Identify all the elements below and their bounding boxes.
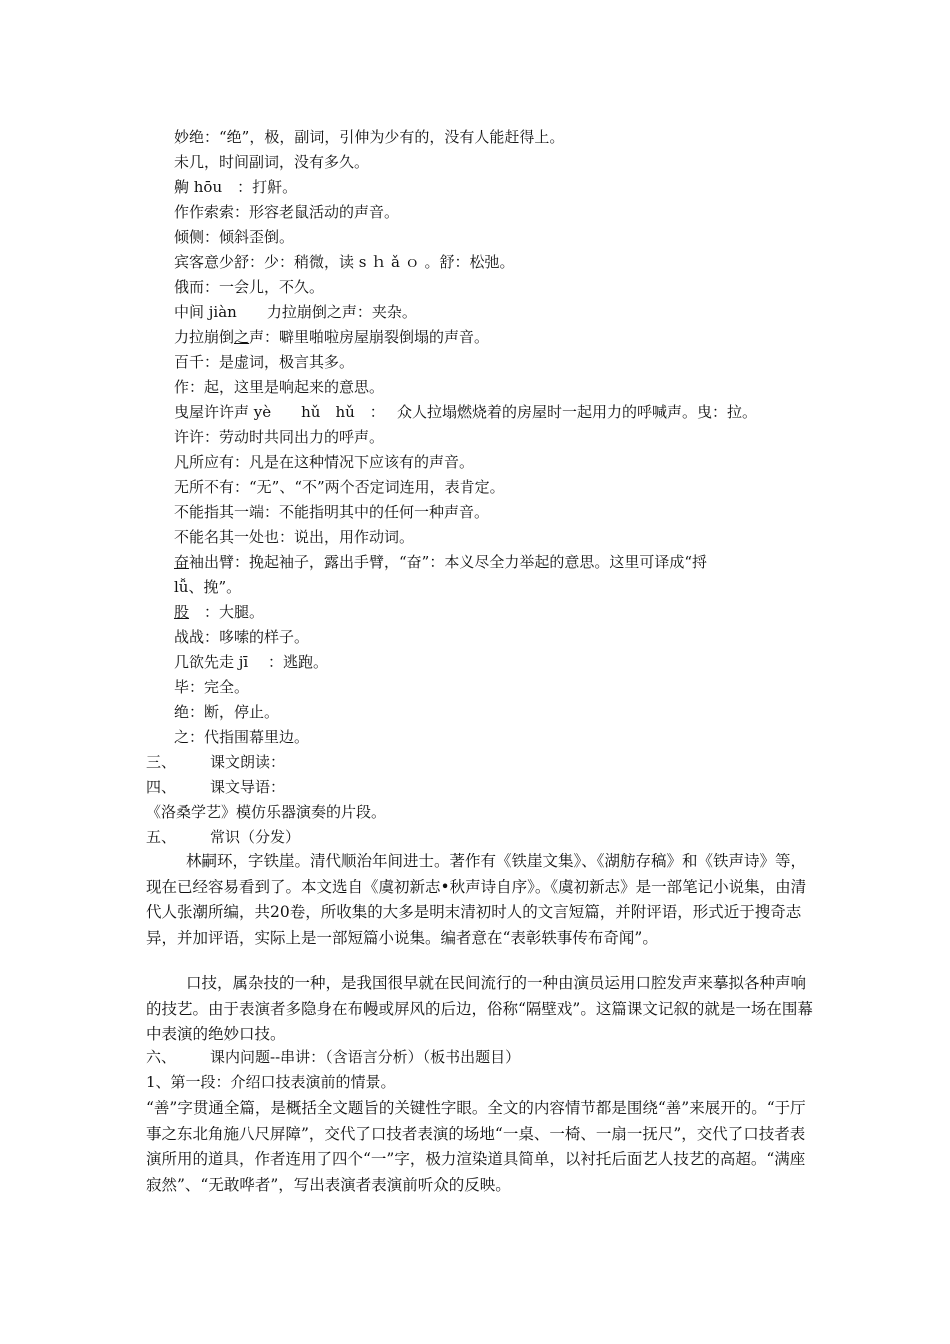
paragraph-text: “善”字贯通全篇，是概括全文题旨的关键性字眼。全文的内容情节都是围绕“善”来展开的。“于厅事之东北角施八尺屏障”，交代了口技者表演的场地“一桌、一椅、一扇一抚尺”，交代了口技者表演所用的道具，作者连用了四个“一”字，极力渲染道具简单，以衬托后面艺人技艺的高超。“满座寂然”、“无敢哗者”，写出表演者表演前听众的反映。 bbox=[146, 1099, 806, 1194]
paragraph bbox=[146, 849, 818, 951]
gloss-line: 宾客意少舒：少：稍微，读 s ｈ ǎ ｏ 。舒：松弛。 bbox=[174, 253, 515, 271]
gloss-line: 凡所应有：凡是在这种情况下应该有的声音。 bbox=[174, 453, 475, 471]
gloss-line bbox=[174, 602, 264, 622]
section-title: 常识（分发） bbox=[210, 828, 301, 846]
paragraph-text: 口技，属杂技的一种，是我国很早就在民间流行的一种由演员运用口腔发声来摹拟各种声响的技艺。由于表演者多隐身在布幔或屏风的后边，俗称“隔壁戏”。这篇课文记叙的就是一场在围幕中表演的绝妙口技。 bbox=[146, 974, 813, 1043]
paragraph-text: 林嗣环，字铁崖。清代顺治年间进士。著作有《铁崖文集》、《湖舫存稿》和《铁声诗》等，现在已经容易看到了。本文选自《虞初新志•秋声诗自序》。《虞初新志》是一部笔记小说集，由清代人张潮所编，共20卷，所收集的大多是明末清初时人的文言短篇，并附评语，形式近于搜奇志异，并加评语，实际上是一部短篇小说集。编者意在“表彰轶事传布奇闻”。 bbox=[146, 852, 807, 947]
section-number: 四、 bbox=[146, 778, 177, 796]
gloss-line: 作作索索：形容老鼠活动的声音。 bbox=[174, 203, 400, 221]
gloss-line: 倾侧：倾斜歪倒。 bbox=[174, 228, 295, 246]
gloss-line: 曳屋许许声 yè hǔ hǔ ： 众人拉塌燃烧着的房屋时一起用力的呼喊声。曳：拉。 bbox=[174, 403, 758, 421]
section-number: 六、 bbox=[146, 1048, 177, 1066]
gloss-line: 之：代指围幕里边。 bbox=[174, 728, 310, 746]
section-number: 三、 bbox=[146, 753, 177, 771]
section-number: 五、 bbox=[146, 828, 177, 846]
gloss-line: 几欲先走 jī ：逃跑。 bbox=[174, 653, 328, 671]
list-item: 1、第一段：介绍口技表演前的情景。 bbox=[146, 1073, 396, 1091]
gloss-text: ：大腿。 bbox=[189, 603, 265, 621]
gloss-line: 战战：哆嗦的样子。 bbox=[174, 628, 310, 646]
section-heading bbox=[146, 1047, 520, 1067]
gloss-line: lǚ、挽”。 bbox=[174, 578, 242, 596]
gloss-line: 绝：断，停止。 bbox=[174, 703, 280, 721]
gloss-line bbox=[174, 552, 707, 572]
gloss-line: 毕：完全。 bbox=[174, 678, 250, 696]
gloss-text: 声：噼里啪啦房屋崩裂倒塌的声音。 bbox=[249, 328, 490, 346]
gloss-text: 袖出臂：挽起袖子，露出手臂，“奋”：本义尽全力举起的意思。这里可译成“捋 bbox=[189, 553, 708, 571]
gloss-line: 许许：劳动时共同出力的呼声。 bbox=[174, 428, 385, 446]
section-heading bbox=[146, 752, 285, 772]
section-title: 课文导语： bbox=[210, 778, 286, 796]
gloss-line: 齁 hōu ：打鼾。 bbox=[174, 178, 298, 196]
paragraph bbox=[146, 971, 818, 1048]
gloss-line: 不能名其一处也：说出，用作动词。 bbox=[174, 528, 415, 546]
gloss-line bbox=[174, 327, 489, 347]
underlined-char: 之 bbox=[234, 328, 250, 346]
underlined-char: 奋 bbox=[174, 553, 190, 571]
gloss-line: 百千：是虚词，极言其多。 bbox=[174, 353, 355, 371]
section-heading bbox=[146, 777, 285, 797]
gloss-line: 作：起，这里是响起来的意思。 bbox=[174, 378, 385, 396]
gloss-line: 俄而：一会儿，不久。 bbox=[174, 278, 325, 296]
underlined-char: 股 bbox=[174, 603, 190, 621]
gloss-line: 中间 jiàn 力拉崩倒之声：夹杂。 bbox=[174, 303, 417, 321]
section-title: 课文朗读： bbox=[210, 753, 286, 771]
gloss-line: 妙绝：“绝”，极，副词，引伸为少有的，没有人能赶得上。 bbox=[174, 128, 565, 146]
gloss-text: 力拉崩倒 bbox=[174, 328, 235, 346]
section-title: 课内问题--串讲：（含语言分析）（板书出题目） bbox=[210, 1048, 521, 1066]
section-body: 《洛桑学艺》模仿乐器演奏的片段。 bbox=[146, 803, 387, 821]
section-heading bbox=[146, 827, 300, 847]
paragraph bbox=[146, 1096, 818, 1198]
gloss-line: 不能指其一端：不能指明其中的任何一种声音。 bbox=[174, 503, 490, 521]
gloss-line: 未几，时间副词，没有多久。 bbox=[174, 153, 370, 171]
gloss-line: 无所不有：“无”、“不”两个否定词连用，表肯定。 bbox=[174, 478, 505, 496]
